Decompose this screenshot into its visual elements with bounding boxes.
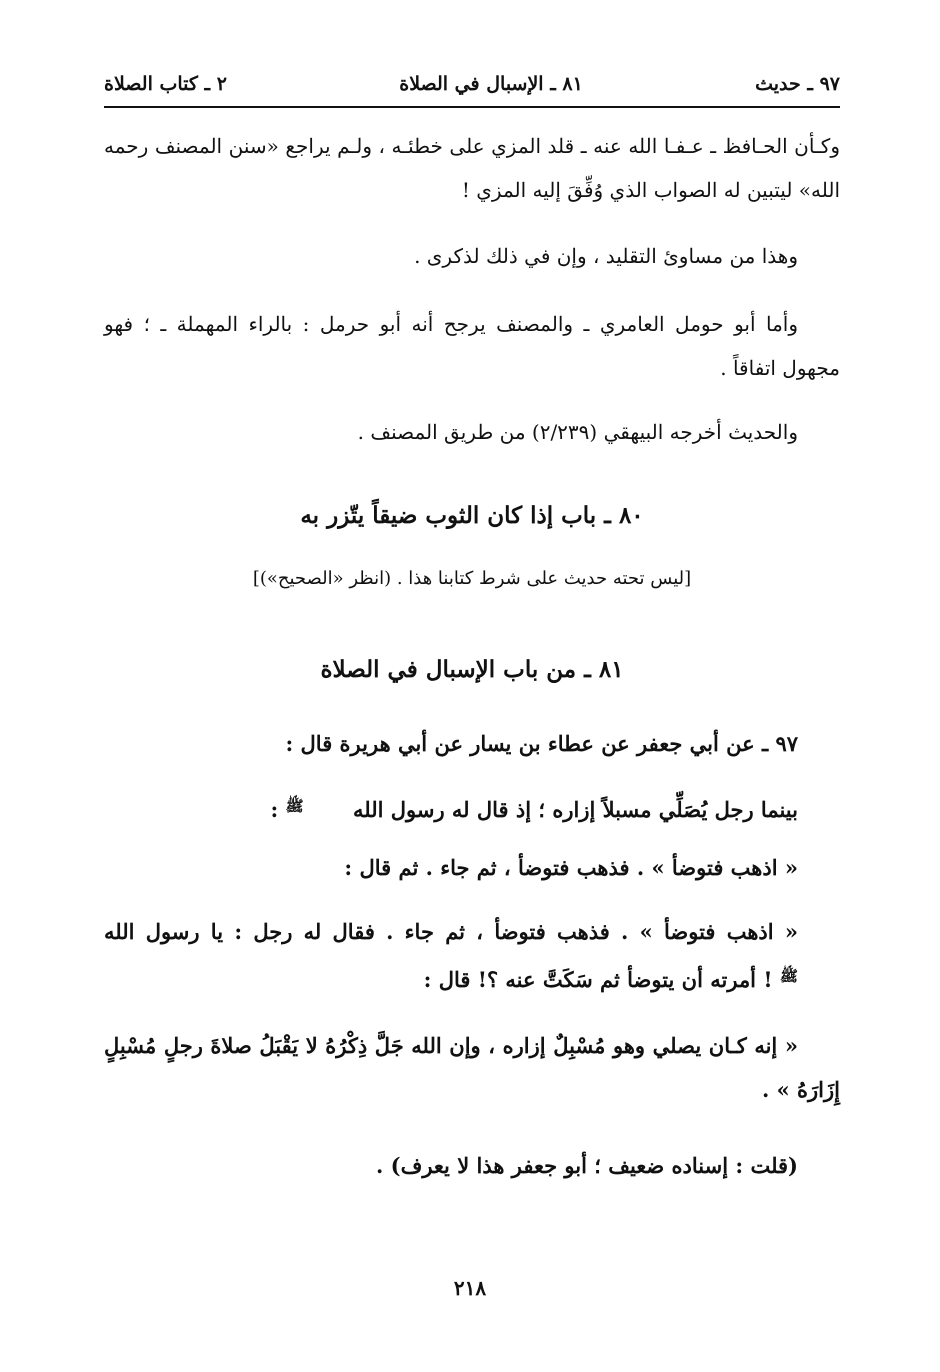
hadith-line-4-text: « اذهب فتوضأ » . فذهب فتوضأ ، ثم جاء . فقال له رجل : يا رسول الله [104,919,798,944]
hadith-prophetic-saying: « إنه كـان يصلي وهو مُسْبِلٌ إزاره ، وإن الله جَلَّ ذِكْرُهُ لا يَقْبَلُ صلاةَ رجلٍ مُسْبِلٍ إِزَارَهُ » . [104,1033,840,1102]
hadith-line-2-colon: : [270,797,279,822]
paragraph-bayhaqi: والحديث أخرجه البيهقي (٢/٢٣٩) من طريق المصنف . [357,420,798,444]
chapter-80-title: ٨٠ ـ باب إذا كان الثوب ضيقاً يتّزر به [300,502,644,529]
hadith-grading-note: (قلت : إسناده ضعيف ؛ أبو جعفر هذا لا يعرف) . [376,1153,798,1178]
hadith-isnad: ٩٧ ـ عن أبي جعفر عن عطاء بن يسار عن أبي هريرة قال : [285,731,798,756]
salutation-glyph: ﷺ [285,797,304,815]
hadith-line-3: « اذهب فتوضأ » . فذهب فتوضأ ، ثم جاء . ثم قال : [344,855,798,880]
paragraph-abu-hawmal: وأما أبو حومل العامري ـ والمصنف يرجح أنه أبو حرمل : بالراء المهملة ـ ؛ فهو مجهول اتفاقاً . [104,312,840,380]
header-rule [104,106,840,108]
chapter-81-title: ٨١ ـ من باب الإسبال في الصلاة [320,656,624,683]
running-header [104,66,840,102]
paragraph-taqlid: وهذا من مساوئ التقليد ، وإن في ذلك لذكرى . [414,244,798,268]
header-book-title: ٢ ـ كتاب الصلاة [104,73,227,95]
hadith-line-4-question: ! أمرته أن يتوضأ ثم سَكَتَّ عنه ؟! قال : [423,967,773,992]
hadith-line-4 [104,910,840,1002]
page-number: ٢١٨ [453,1276,487,1300]
hadith-line-2-text: بينما رجل يُصَلِّي مسبلاً إزاره ؛ إذ قال له رسول الله [352,797,798,822]
paragraph-mizzi-error: وكـأن الحـافظ ـ عـفـا الله عنه ـ قلد المزي على خطئـه ، ولـم يراجع «سنن المصنف رحمه الله» ليتبين له الصواب الذي وُفِّقَ إليه المزي ! [104,134,840,202]
hadith-line-2 [104,784,840,832]
chapter-80-note: [ليس تحته حديث على شرط كتابنا هذا . (انظر «الصحيح»)] [252,568,692,589]
header-hadith-number: ٩٧ ـ حديث [755,73,840,95]
salutation-glyph: ﷺ [779,967,798,985]
header-chapter-title: ٨١ ـ الإسبال في الصلاة [399,73,583,95]
